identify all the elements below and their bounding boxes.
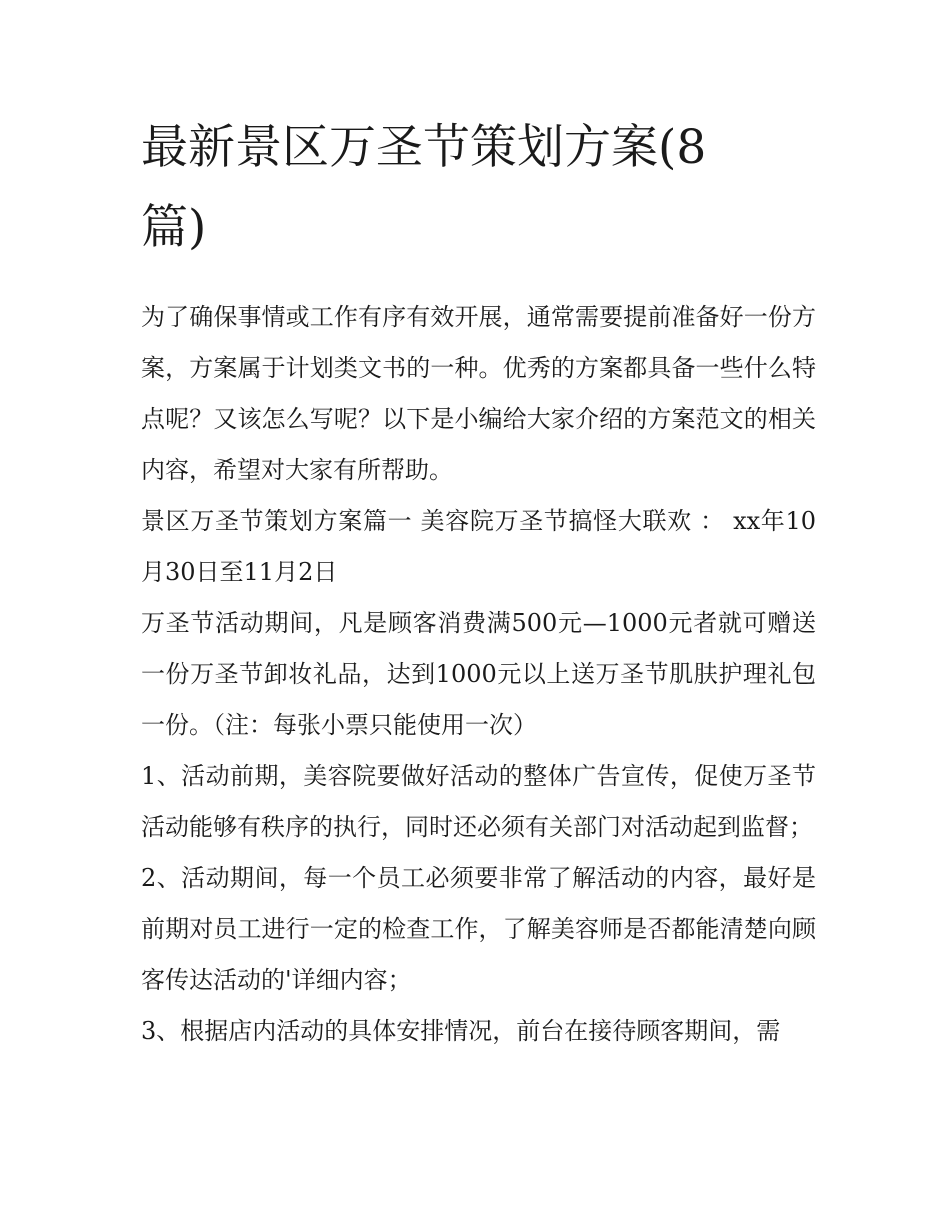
paragraph-item-2: 2、活动期间，每一个员工必须要非常了解活动的内容，最好是前期对员工进行一定的检查工作，了解美容师是否都能清楚向顾客传达活动的'详细内容； [141, 864, 816, 994]
paragraph-promotion: 万圣节活动期间，凡是顾客消费满500元—1000元者就可赠送一份万圣节卸妆礼品，达到1000元以上送万圣节肌肤护理礼包一份。（注：每张小票只能使用一次） [141, 609, 816, 739]
paragraph-section-heading: 景区万圣节策划方案篇一 美容院万圣节搞怪大联欢 ： xx年10月30日至11月2日 [141, 507, 816, 586]
document-title: 最新景区万圣节策划方案(8篇) [141, 120, 707, 255]
paragraph-item-1: 1、活动前期，美容院要做好活动的整体广告宣传，促使万圣节活动能够有秩序的执行，同时还必须有关部门对活动起到监督； [141, 762, 816, 841]
paragraph-item-3: 3、根据店内活动的具体安排情况，前台在接待顾客期间，需 [141, 1017, 781, 1045]
document-body [141, 292, 816, 1057]
document-content [141, 108, 816, 1057]
paragraph-intro: 为了确保事情或工作有序有效开展，通常需要提前准备好一份方案，方案属于计划类文书的一种。优秀的方案都具备一些什么特点呢？又该怎么写呢？以下是小编给大家介绍的方案范文的相关内容，希望对大家有所帮助。 [141, 303, 816, 484]
